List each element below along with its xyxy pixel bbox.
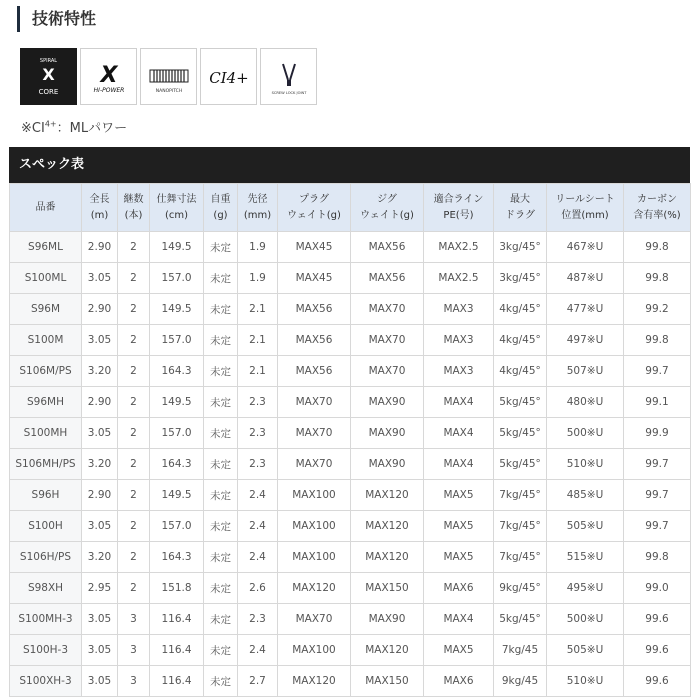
badge-text: HI-POWER — [93, 87, 124, 94]
model-cell: S96ML — [10, 232, 82, 263]
table-row — [10, 232, 691, 263]
column-header-line: 自重 — [210, 193, 231, 205]
column-header-line: リールシート — [555, 193, 615, 205]
spec-cell: 未定 — [204, 449, 238, 480]
spec-cell: 2.90 — [82, 480, 118, 511]
spec-cell: MAX120 — [351, 542, 424, 573]
spec-cell: MAX150 — [351, 573, 424, 604]
spec-cell: 3.20 — [82, 356, 118, 387]
column-header-line: ウェイト(g) — [287, 209, 341, 221]
spec-cell: 157.0 — [150, 418, 204, 449]
spec-cell: 5kg/45° — [494, 387, 547, 418]
spec-cell: 2.1 — [238, 294, 278, 325]
spec-cell: 2.4 — [238, 542, 278, 573]
column-header — [10, 184, 82, 232]
badge-text: NANOPITCH — [155, 89, 182, 94]
column-header-line: 位置(mm) — [561, 209, 609, 221]
spec-cell: 467※U — [547, 232, 624, 263]
spec-cell: MAX120 — [351, 635, 424, 666]
spec-cell: 477※U — [547, 294, 624, 325]
spec-cell: MAX100 — [278, 542, 351, 573]
spec-cell: 3.05 — [82, 418, 118, 449]
model-cell: S106MH/PS — [10, 449, 82, 480]
spec-cell: 2.90 — [82, 294, 118, 325]
badge-text: SPIRAL — [39, 58, 58, 64]
spec-cell: MAX70 — [278, 418, 351, 449]
spec-cell: MAX56 — [278, 294, 351, 325]
column-header-line: カーボン — [637, 193, 677, 205]
spec-cell: 5kg/45° — [494, 449, 547, 480]
spec-cell: 1.9 — [238, 232, 278, 263]
spiral-x-core-badge — [20, 48, 77, 105]
spec-cell: 7kg/45° — [494, 511, 547, 542]
spec-cell: 99.7 — [624, 511, 691, 542]
spec-cell: 未定 — [204, 232, 238, 263]
spec-cell: 3kg/45° — [494, 263, 547, 294]
column-header-line: PE(号) — [443, 209, 474, 221]
column-header-line: ドラグ — [505, 209, 535, 221]
spec-cell: 164.3 — [150, 449, 204, 480]
spec-cell: 2.3 — [238, 604, 278, 635]
table-row — [10, 573, 691, 604]
spec-cell: 1.9 — [238, 263, 278, 294]
spec-cell: 2 — [118, 573, 150, 604]
spec-cell: 未定 — [204, 325, 238, 356]
spec-cell: 2 — [118, 263, 150, 294]
spec-cell: 3.05 — [82, 635, 118, 666]
spec-cell: 未定 — [204, 511, 238, 542]
spec-cell: 2 — [118, 232, 150, 263]
spec-cell: MAX56 — [278, 325, 351, 356]
spec-cell: MAX4 — [424, 418, 494, 449]
spec-cell: 3 — [118, 604, 150, 635]
column-header-line: (cm) — [164, 209, 189, 221]
spec-cell: MAX90 — [351, 449, 424, 480]
column-header — [424, 184, 494, 232]
spec-cell: 9kg/45 — [494, 666, 547, 697]
spec-cell: 2 — [118, 449, 150, 480]
spec-cell: 157.0 — [150, 511, 204, 542]
column-header-line: ウェイト(g) — [360, 209, 414, 221]
spec-cell: 2.4 — [238, 480, 278, 511]
spec-cell: 未定 — [204, 294, 238, 325]
spec-cell: 99.9 — [624, 418, 691, 449]
spec-cell: 2 — [118, 387, 150, 418]
spec-cell: MAX3 — [424, 294, 494, 325]
column-header — [118, 184, 150, 232]
spec-cell: 2.4 — [238, 635, 278, 666]
spec-cell: 2 — [118, 418, 150, 449]
spec-cell: MAX70 — [351, 325, 424, 356]
column-header — [547, 184, 624, 232]
note-prefix: ※CI — [21, 121, 45, 136]
x-hi-power-badge — [80, 48, 137, 105]
spec-cell: 149.5 — [150, 294, 204, 325]
table-row — [10, 635, 691, 666]
spec-cell: 164.3 — [150, 356, 204, 387]
spec-cell: 2.1 — [238, 325, 278, 356]
table-row — [10, 356, 691, 387]
column-header — [150, 184, 204, 232]
column-header-line: 全長 — [89, 193, 110, 205]
spec-cell: 510※U — [547, 449, 624, 480]
spec-cell: 3.20 — [82, 449, 118, 480]
column-header-line: 仕舞寸法 — [156, 193, 197, 205]
spec-cell: 99.8 — [624, 232, 691, 263]
spec-cell: 99.8 — [624, 542, 691, 573]
spec-cell: 未定 — [204, 573, 238, 604]
spec-cell: 99.0 — [624, 573, 691, 604]
spec-cell: 99.7 — [624, 449, 691, 480]
table-row — [10, 387, 691, 418]
spec-cell: MAX120 — [278, 666, 351, 697]
spec-cell: 149.5 — [150, 387, 204, 418]
ci4-note — [21, 117, 127, 136]
column-header-line: (g) — [213, 209, 228, 221]
spec-cell: 2.7 — [238, 666, 278, 697]
spec-cell: 7kg/45 — [494, 635, 547, 666]
badge-text: SCREW LOCK JOINT — [271, 91, 306, 95]
spec-cell: 500※U — [547, 418, 624, 449]
note-superscript: 4+ — [44, 119, 57, 129]
spec-cell: MAX5 — [424, 511, 494, 542]
spec-cell: 2.3 — [238, 387, 278, 418]
spec-cell: MAX120 — [278, 573, 351, 604]
ci4-plus-badge — [200, 48, 257, 105]
spec-cell: MAX100 — [278, 511, 351, 542]
spec-cell: MAX90 — [351, 604, 424, 635]
spec-cell: 99.7 — [624, 480, 691, 511]
spec-cell: MAX120 — [351, 480, 424, 511]
table-row — [10, 480, 691, 511]
column-header — [204, 184, 238, 232]
badge-text: X — [100, 63, 117, 88]
column-header-line: プラグ — [299, 193, 329, 205]
spec-cell: MAX4 — [424, 604, 494, 635]
model-cell: S100H-3 — [10, 635, 82, 666]
table-row — [10, 325, 691, 356]
spec-table-title: スペック表 — [9, 147, 690, 183]
spec-cell: MAX70 — [278, 449, 351, 480]
spec-cell: 3.05 — [82, 325, 118, 356]
column-header-line: 適合ライン — [433, 193, 484, 205]
spec-cell: 未定 — [204, 418, 238, 449]
column-header — [351, 184, 424, 232]
column-header-line: 継数 — [123, 193, 144, 205]
spec-cell: 500※U — [547, 604, 624, 635]
spec-cell: 未定 — [204, 604, 238, 635]
spec-cell: 485※U — [547, 480, 624, 511]
spec-cell: 116.4 — [150, 635, 204, 666]
spec-cell: 2 — [118, 542, 150, 573]
spec-cell: MAX90 — [351, 418, 424, 449]
spec-cell: 510※U — [547, 666, 624, 697]
model-cell: S106H/PS — [10, 542, 82, 573]
spec-cell: MAX70 — [278, 604, 351, 635]
spec-cell: 164.3 — [150, 542, 204, 573]
spec-cell: MAX100 — [278, 635, 351, 666]
model-cell: S96MH — [10, 387, 82, 418]
spec-cell: 99.7 — [624, 356, 691, 387]
spec-cell: 480※U — [547, 387, 624, 418]
model-cell: S100XH-3 — [10, 666, 82, 697]
spec-cell: 497※U — [547, 325, 624, 356]
spec-cell: 2.90 — [82, 387, 118, 418]
column-header-line: 含有率(%) — [633, 209, 681, 221]
model-cell: S100M — [10, 325, 82, 356]
spec-cell: 99.8 — [624, 325, 691, 356]
spec-cell: 2.6 — [238, 573, 278, 604]
spec-cell: 3 — [118, 666, 150, 697]
spec-cell: 116.4 — [150, 604, 204, 635]
spec-cell: 5kg/45° — [494, 418, 547, 449]
spec-cell: 2 — [118, 294, 150, 325]
spec-cell: 157.0 — [150, 325, 204, 356]
spec-cell: 3.20 — [82, 542, 118, 573]
badge-text: CI4+ — [208, 69, 249, 87]
spec-cell: 515※U — [547, 542, 624, 573]
spec-cell: 157.0 — [150, 263, 204, 294]
spec-cell: 4kg/45° — [494, 294, 547, 325]
spec-cell: MAX150 — [351, 666, 424, 697]
spec-cell: MAX45 — [278, 263, 351, 294]
spec-cell: 99.8 — [624, 263, 691, 294]
table-row — [10, 604, 691, 635]
spec-cell: 505※U — [547, 511, 624, 542]
table-row — [10, 511, 691, 542]
screw-lock-joint-badge — [260, 48, 317, 105]
column-header — [278, 184, 351, 232]
spec-cell: 99.1 — [624, 387, 691, 418]
badge-text: CORE — [38, 88, 59, 96]
spec-cell: 未定 — [204, 387, 238, 418]
spec-cell: 3.05 — [82, 666, 118, 697]
spec-cell: MAX56 — [351, 263, 424, 294]
spec-cell: 9kg/45° — [494, 573, 547, 604]
column-header — [238, 184, 278, 232]
table-body — [10, 232, 691, 697]
spec-cell: MAX56 — [351, 232, 424, 263]
model-cell: S100ML — [10, 263, 82, 294]
spec-cell: 99.6 — [624, 604, 691, 635]
model-cell: S96M — [10, 294, 82, 325]
spec-cell: 5kg/45° — [494, 604, 547, 635]
spec-cell: MAX6 — [424, 573, 494, 604]
spec-cell: 未定 — [204, 356, 238, 387]
model-cell: S100H — [10, 511, 82, 542]
spec-cell: MAX70 — [351, 356, 424, 387]
spec-cell: 151.8 — [150, 573, 204, 604]
table-row — [10, 418, 691, 449]
spec-cell: 2 — [118, 325, 150, 356]
table-row — [10, 666, 691, 697]
spec-cell: 3.05 — [82, 604, 118, 635]
spec-cell: MAX56 — [278, 356, 351, 387]
spec-cell: MAX6 — [424, 666, 494, 697]
spec-cell: 149.5 — [150, 232, 204, 263]
spec-cell: MAX70 — [351, 294, 424, 325]
table-row — [10, 449, 691, 480]
spec-cell: MAX3 — [424, 356, 494, 387]
spec-cell: 未定 — [204, 542, 238, 573]
nanopitch-badge — [140, 48, 197, 105]
spec-cell: MAX5 — [424, 480, 494, 511]
spec-cell: 99.2 — [624, 294, 691, 325]
column-header-line: (mm) — [243, 209, 272, 221]
column-header — [82, 184, 118, 232]
spec-cell: 2.3 — [238, 418, 278, 449]
column-header-line: (m) — [90, 209, 109, 221]
spec-cell: 2.95 — [82, 573, 118, 604]
spec-cell: 2.3 — [238, 449, 278, 480]
spec-table — [9, 183, 691, 697]
spec-cell: 2 — [118, 480, 150, 511]
table-header-row — [10, 184, 691, 232]
badge-text: X — [42, 65, 55, 84]
column-header-line: (本) — [124, 209, 143, 221]
model-cell: S100MH — [10, 418, 82, 449]
spec-cell: 3.05 — [82, 511, 118, 542]
column-header-line: 最大 — [510, 193, 530, 205]
table-row — [10, 263, 691, 294]
column-header — [624, 184, 691, 232]
spec-cell: MAX5 — [424, 635, 494, 666]
spec-cell: 4kg/45° — [494, 325, 547, 356]
spec-cell: MAX4 — [424, 449, 494, 480]
spec-cell: MAX4 — [424, 387, 494, 418]
spec-cell: 2 — [118, 356, 150, 387]
spec-cell: MAX2.5 — [424, 263, 494, 294]
spec-cell: 99.6 — [624, 635, 691, 666]
spec-cell: MAX100 — [278, 480, 351, 511]
spec-cell: 4kg/45° — [494, 356, 547, 387]
spec-cell: 99.6 — [624, 666, 691, 697]
technology-badges — [20, 48, 317, 105]
spec-cell: 未定 — [204, 666, 238, 697]
column-header — [494, 184, 547, 232]
column-header-line: 品番 — [35, 201, 56, 213]
spec-cell: 未定 — [204, 635, 238, 666]
spec-cell: 2.90 — [82, 232, 118, 263]
spec-cell: MAX45 — [278, 232, 351, 263]
spec-cell: 7kg/45° — [494, 542, 547, 573]
column-header-line: ジグ — [377, 193, 397, 205]
spec-cell: 3kg/45° — [494, 232, 547, 263]
spec-cell: 未定 — [204, 480, 238, 511]
spec-cell: 116.4 — [150, 666, 204, 697]
note-suffix: ：MLパワー — [56, 121, 128, 136]
spec-cell: MAX3 — [424, 325, 494, 356]
spec-cell: 507※U — [547, 356, 624, 387]
spec-cell: MAX90 — [351, 387, 424, 418]
spec-cell: MAX70 — [278, 387, 351, 418]
column-header-line: 先径 — [247, 193, 268, 205]
spec-cell: 3.05 — [82, 263, 118, 294]
spec-cell: MAX2.5 — [424, 232, 494, 263]
spec-cell: 7kg/45° — [494, 480, 547, 511]
table-row — [10, 294, 691, 325]
spec-cell: MAX5 — [424, 542, 494, 573]
spec-cell: 3 — [118, 635, 150, 666]
model-cell: S100MH-3 — [10, 604, 82, 635]
spec-cell: 495※U — [547, 573, 624, 604]
spec-cell: 2 — [118, 511, 150, 542]
model-cell: S96H — [10, 480, 82, 511]
model-cell: S98XH — [10, 573, 82, 604]
spec-cell: 未定 — [204, 263, 238, 294]
spec-cell: 487※U — [547, 263, 624, 294]
spec-cell: 505※U — [547, 635, 624, 666]
model-cell: S106M/PS — [10, 356, 82, 387]
table-row — [10, 542, 691, 573]
spec-cell: MAX120 — [351, 511, 424, 542]
spec-cell: 2.4 — [238, 511, 278, 542]
spec-cell: 2.1 — [238, 356, 278, 387]
spec-cell: 149.5 — [150, 480, 204, 511]
section-title: 技術特性 — [17, 6, 96, 32]
